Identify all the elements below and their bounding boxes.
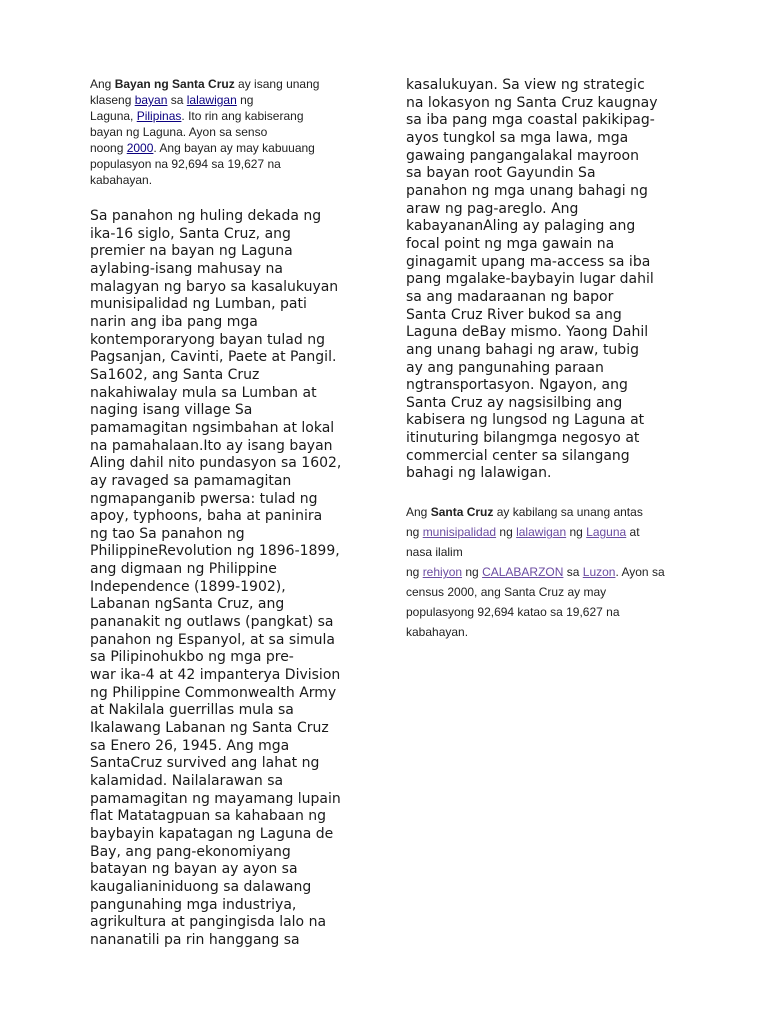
rehiyon-link[interactable]: rehiyon bbox=[422, 565, 463, 580]
history-line: ika-16 siglo, Santa Cruz, ang bbox=[90, 225, 291, 242]
lalawigan-link[interactable]: lalawigan bbox=[186, 93, 237, 107]
history-line: Sa1602, ang Santa Cruz bbox=[90, 366, 260, 383]
outro-text: ng bbox=[496, 525, 517, 540]
history-line: pamamagitan ngsimbahan at lokal bbox=[90, 419, 335, 436]
history-continued-line: itinuturing bilangmga negosyo at bbox=[406, 430, 640, 447]
history-continued-line: kabisera ng lungsod ng Laguna at bbox=[406, 412, 645, 429]
history-line: Bay, ang pang-ekonomiyang bbox=[90, 843, 291, 860]
history-paragraph bbox=[90, 208, 370, 950]
history-line: pangunahing mga industriya, bbox=[90, 896, 297, 913]
intro-text: Laguna, bbox=[90, 109, 137, 123]
outro-text: sa bbox=[563, 565, 583, 580]
intro-text: ay isang unang bbox=[234, 77, 320, 91]
history-line: ay ravaged sa pamamagitan bbox=[90, 472, 292, 489]
history-line: Ikalawang Labanan ng Santa Cruz bbox=[90, 720, 329, 737]
calabarzon-link[interactable]: CALABARZON bbox=[482, 565, 564, 580]
history-line: malagyan ng baryo sa kasalukuyan bbox=[90, 278, 339, 295]
outro-text: . Ayon sa bbox=[615, 565, 665, 580]
left-column bbox=[90, 76, 370, 950]
history-line: PhilippineRevolution ng 1896-1899, bbox=[90, 543, 340, 560]
history-line: Labanan ngSanta Cruz, ang bbox=[90, 596, 285, 613]
history-continued-line: araw ng pag-areglo. Ang bbox=[406, 200, 579, 217]
history-line: agrikultura at pangingisda lalo na bbox=[90, 914, 327, 931]
history-continued-line: Santa Cruz River bukod sa ang bbox=[406, 306, 622, 323]
history-line: sa Enero 26, 1945. Ang mga bbox=[90, 737, 290, 754]
luzon-link[interactable]: Luzon bbox=[582, 565, 616, 580]
outro-paragraph bbox=[406, 502, 686, 642]
history-continued-line: kabayananAling ay palaging ang bbox=[406, 218, 636, 235]
right-column bbox=[406, 77, 686, 642]
santa-cruz-bold: Santa Cruz bbox=[430, 505, 494, 520]
year-2000-link[interactable]: 2000 bbox=[126, 141, 154, 155]
history-line: pananakit ng outlaws (pangkat) sa bbox=[90, 614, 334, 631]
outro-text: at bbox=[626, 525, 640, 540]
intro-text: populasyon na 92,694 sa 19,627 na bbox=[90, 157, 281, 171]
history-line: naging isang village Sa bbox=[90, 402, 253, 419]
history-line: kaugalianiniduong sa dalawang bbox=[90, 878, 312, 895]
lalawigan-link[interactable]: lalawigan bbox=[516, 525, 567, 540]
pilipinas-link[interactable]: Pilipinas bbox=[136, 109, 182, 123]
munisipalidad-link[interactable]: munisipalidad bbox=[422, 525, 497, 540]
history-continued-line: panahon ng mga unang bahagi ng bbox=[406, 182, 648, 199]
outro-text: nasa ilalim bbox=[406, 545, 463, 560]
history-line: war ika-4 at 42 impanterya Division bbox=[90, 667, 341, 684]
history-line: at Nakilala guerrillas mula sa bbox=[90, 702, 294, 719]
history-line: kontemporaryong bayan tulad ng bbox=[90, 331, 325, 348]
history-continued-line: Laguna deBay mismo. Yaong Dahil bbox=[406, 324, 649, 341]
history-line: pamamagitan ng mayamang lupain bbox=[90, 790, 341, 807]
history-line: batayan ng bayan ay ayon sa bbox=[90, 861, 298, 878]
history-continued-line: focal point ng mga gawain na bbox=[406, 235, 615, 252]
history-continued-line: sa ang madaraanan ng bapor bbox=[406, 288, 614, 305]
history-continued-line: kasalukuyan. Sa view ng strategic bbox=[406, 77, 645, 93]
history-line: Independence (1899-1902), bbox=[90, 578, 286, 595]
history-continued-line: bahagi ng lalawigan. bbox=[406, 465, 552, 482]
history-line: aylabing-isang mahusay na bbox=[90, 260, 283, 277]
intro-text: . Ito rin ang kabiserang bbox=[181, 109, 304, 123]
history-continued-line: ay ang pangunahing paraan bbox=[406, 359, 604, 376]
outro-text: ay kabilang sa unang antas bbox=[493, 505, 643, 520]
intro-text: . Ang bayan ay may kabuuang bbox=[153, 141, 315, 155]
history-line: narin ang iba pang mga bbox=[90, 313, 258, 330]
outro-text: Ang bbox=[406, 505, 431, 520]
history-continued-line: gawaing pangangalakal mayroon bbox=[406, 147, 639, 164]
outro-text: ng bbox=[566, 525, 587, 540]
history-continued-line: sa bayan root Gayundin Sa bbox=[406, 165, 596, 182]
history-continued-line: sa iba pang mga coastal pakikipag- bbox=[406, 112, 655, 129]
history-line: ng tao Sa panahon ng bbox=[90, 525, 245, 542]
history-line: kalamidad. Nailalarawan sa bbox=[90, 773, 284, 789]
history-line: SantaCruz survived ang lahat ng bbox=[90, 755, 320, 772]
history-line: panahon ng Espanyol, at sa simula bbox=[90, 631, 336, 648]
outro-text: kabahayan. bbox=[406, 625, 469, 640]
outro-text: census 2000, ang Santa Cruz ay may bbox=[406, 585, 607, 600]
intro-text: klaseng bbox=[90, 93, 135, 107]
history-line: Aling dahil nito pundasyon sa 1602, bbox=[90, 455, 342, 472]
history-continued-line: Santa Cruz ay nagsisilbing ang bbox=[406, 394, 623, 411]
history-line: apoy, typhoons, baha at paninira bbox=[90, 508, 323, 525]
outro-text: populasyong 92,694 katao sa 19,627 na bbox=[406, 605, 620, 620]
intro-text: ng bbox=[236, 93, 254, 107]
history-continued-line: ang unang bahagi ng araw, tubig bbox=[406, 341, 639, 358]
history-continued-line: ngtransportasyon. Ngayon, ang bbox=[406, 377, 628, 394]
intro-paragraph bbox=[90, 76, 370, 188]
intro-text: Ang bbox=[90, 77, 115, 91]
bayan-link[interactable]: bayan bbox=[134, 93, 168, 107]
history-paragraph-continued bbox=[406, 77, 686, 483]
history-line: ng Philippine Commonwealth Army bbox=[90, 684, 337, 701]
history-line: ngmapanganib pwersa: tulad ng bbox=[90, 490, 318, 507]
intro-text: sa bbox=[167, 93, 187, 107]
history-continued-line: na lokasyon ng Santa Cruz kaugnay bbox=[406, 94, 658, 111]
intro-line-1 bbox=[90, 77, 319, 91]
history-line: sa Pilipinohukbo ng mga pre- bbox=[90, 649, 294, 666]
history-line: munisipalidad ng Lumban, pati bbox=[90, 296, 307, 313]
history-line: premier na bayan ng Laguna bbox=[90, 243, 293, 260]
history-line: na pamahalaan.Ito ay isang bayan bbox=[90, 437, 333, 454]
history-line: baybayin kapatagan ng Laguna de bbox=[90, 825, 334, 842]
outro-text: ng bbox=[462, 565, 483, 580]
history-continued-line: ginagamit upang ma-access sa iba bbox=[406, 253, 651, 270]
history-line: Pagsanjan, Cavinti, Paete at Pangil. bbox=[90, 349, 337, 366]
history-continued-line: ayos tungkol sa mga lawa, mga bbox=[406, 129, 629, 146]
history-continued-line: commercial center sa silangang bbox=[406, 447, 630, 464]
history-line: Sa panahon ng huling dekada ng bbox=[90, 208, 322, 224]
intro-text: bayan ng Laguna. Ayon sa senso bbox=[90, 125, 268, 139]
intro-text: kabahayan. bbox=[90, 173, 153, 187]
history-line: nakahiwalay mula sa Lumban at bbox=[90, 384, 317, 401]
outro-text: ng bbox=[406, 525, 423, 540]
intro-text: noong bbox=[90, 141, 127, 155]
history-line: ang digmaan ng Philippine bbox=[90, 561, 277, 578]
bayan-ng-santa-cruz-bold: Bayan ng Santa Cruz bbox=[114, 77, 235, 91]
history-continued-line: pang mgalake-baybayin lugar dahil bbox=[406, 271, 654, 288]
history-line: nananatili pa rin hanggang sa bbox=[90, 931, 300, 948]
outro-text: ng bbox=[406, 565, 423, 580]
history-line: flat Matatagpuan sa kahabaan ng bbox=[90, 808, 327, 825]
laguna-link[interactable]: Laguna bbox=[586, 525, 627, 540]
